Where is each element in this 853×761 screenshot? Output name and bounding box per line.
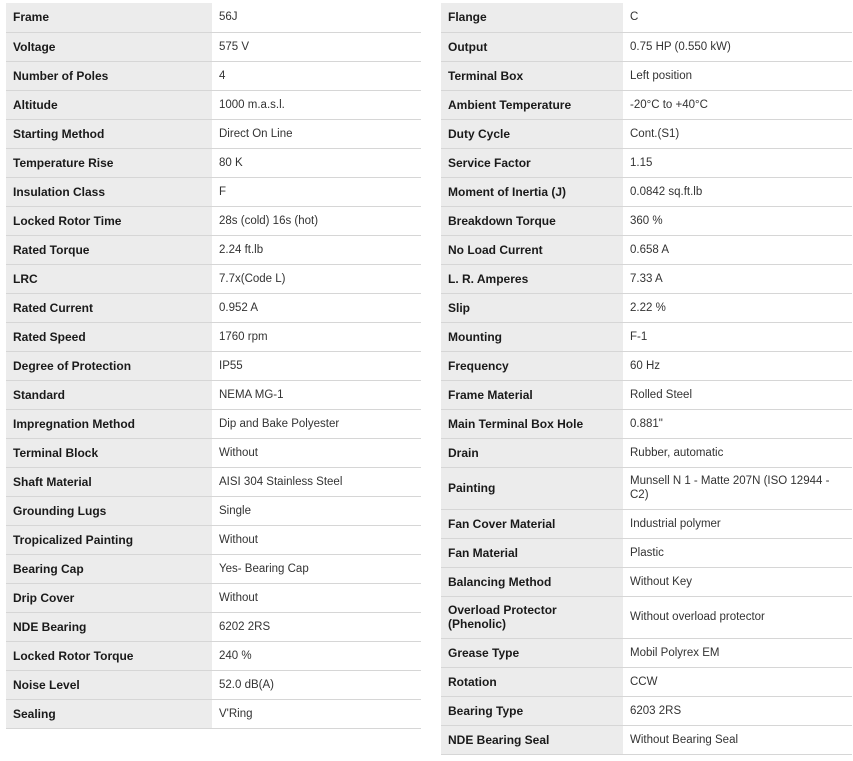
spec-label: Locked Rotor Torque [6, 641, 212, 670]
spec-row [441, 32, 852, 61]
spec-row [6, 583, 421, 612]
spec-value: Left position [623, 61, 852, 90]
spec-value: Without Key [623, 567, 852, 596]
spec-label: Bearing Type [441, 696, 623, 725]
spec-row [6, 525, 421, 554]
spec-row [441, 90, 852, 119]
spec-label: Mounting [441, 322, 623, 351]
spec-row [6, 148, 421, 177]
spec-label: Fan Material [441, 538, 623, 567]
spec-row [6, 496, 421, 525]
spec-row [441, 509, 852, 538]
spec-row [6, 554, 421, 583]
spec-row [441, 119, 852, 148]
spec-row [6, 351, 421, 380]
spec-label: Drip Cover [6, 583, 212, 612]
spec-value: C [623, 3, 852, 32]
spec-row [441, 409, 852, 438]
spec-value: 56J [212, 3, 421, 32]
spec-value: AISI 304 Stainless Steel [212, 467, 421, 496]
spec-value: 28s (cold) 16s (hot) [212, 206, 421, 235]
spec-row [441, 351, 852, 380]
spec-label: Altitude [6, 90, 212, 119]
spec-row [6, 3, 421, 32]
spec-row [441, 725, 852, 754]
spec-row [441, 293, 852, 322]
spec-value: Without [212, 525, 421, 554]
spec-row [441, 538, 852, 567]
spec-value: F-1 [623, 322, 852, 351]
spec-label: L. R. Amperes [441, 264, 623, 293]
spec-row [6, 119, 421, 148]
spec-label: Drain [441, 438, 623, 467]
spec-value: 1.15 [623, 148, 852, 177]
spec-label: Grounding Lugs [6, 496, 212, 525]
spec-row [441, 206, 852, 235]
spec-label: Fan Cover Material [441, 509, 623, 538]
spec-row [6, 699, 421, 728]
spec-label: NDE Bearing [6, 612, 212, 641]
spec-label: Output [441, 32, 623, 61]
spec-row [441, 177, 852, 206]
left-spec-table [6, 3, 421, 729]
spec-label: Standard [6, 380, 212, 409]
spec-label: Temperature Rise [6, 148, 212, 177]
spec-label: Breakdown Torque [441, 206, 623, 235]
spec-row [441, 567, 852, 596]
spec-row [6, 612, 421, 641]
spec-value: 6202 2RS [212, 612, 421, 641]
left-spec-table-container [6, 3, 421, 729]
spec-row [441, 235, 852, 264]
spec-value: 60 Hz [623, 351, 852, 380]
spec-value: 240 % [212, 641, 421, 670]
spec-value: Mobil Polyrex EM [623, 638, 852, 667]
spec-value: Direct On Line [212, 119, 421, 148]
spec-row [441, 264, 852, 293]
right-spec-table [441, 3, 852, 755]
spec-row [6, 409, 421, 438]
spec-value: 52.0 dB(A) [212, 670, 421, 699]
spec-row [441, 596, 852, 638]
spec-value: Rubber, automatic [623, 438, 852, 467]
spec-label: No Load Current [441, 235, 623, 264]
spec-row [441, 438, 852, 467]
spec-value: 80 K [212, 148, 421, 177]
spec-value: Rolled Steel [623, 380, 852, 409]
spec-row [6, 264, 421, 293]
spec-value: 0.658 A [623, 235, 852, 264]
spec-label: Duty Cycle [441, 119, 623, 148]
spec-row [441, 322, 852, 351]
spec-label: Frame [6, 3, 212, 32]
spec-value: Without [212, 583, 421, 612]
spec-label: Bearing Cap [6, 554, 212, 583]
spec-row [6, 322, 421, 351]
spec-row [6, 61, 421, 90]
spec-value: 2.22 % [623, 293, 852, 322]
spec-label: LRC [6, 264, 212, 293]
spec-label: Shaft Material [6, 467, 212, 496]
spec-value: 4 [212, 61, 421, 90]
spec-row [441, 696, 852, 725]
spec-row [6, 235, 421, 264]
spec-value: Without [212, 438, 421, 467]
spec-label: Number of Poles [6, 61, 212, 90]
spec-value: CCW [623, 667, 852, 696]
spec-label: Rated Current [6, 293, 212, 322]
spec-label: Overload Protector (Phenolic) [441, 596, 623, 638]
spec-row [441, 3, 852, 32]
spec-label: Voltage [6, 32, 212, 61]
spec-row [6, 206, 421, 235]
spec-label: Frame Material [441, 380, 623, 409]
right-spec-table-container [441, 3, 852, 755]
spec-label: Impregnation Method [6, 409, 212, 438]
spec-value: 0.0842 sq.ft.lb [623, 177, 852, 206]
spec-row [441, 667, 852, 696]
spec-value: 575 V [212, 32, 421, 61]
spec-label: Service Factor [441, 148, 623, 177]
spec-row [6, 90, 421, 119]
spec-value: Munsell N 1 - Matte 207N (ISO 12944 - C2) [623, 467, 852, 509]
spec-value: 0.75 HP (0.550 kW) [623, 32, 852, 61]
spec-value: Without overload protector [623, 596, 852, 638]
spec-label: Terminal Box [441, 61, 623, 90]
spec-row [441, 61, 852, 90]
spec-row [6, 380, 421, 409]
spec-row [6, 177, 421, 206]
spec-row [6, 670, 421, 699]
spec-label: Degree of Protection [6, 351, 212, 380]
spec-label: Balancing Method [441, 567, 623, 596]
spec-value: -20°C to +40°C [623, 90, 852, 119]
spec-row [6, 438, 421, 467]
spec-row [441, 467, 852, 509]
spec-value: 0.952 A [212, 293, 421, 322]
spec-value: Single [212, 496, 421, 525]
spec-value: F [212, 177, 421, 206]
spec-label: Slip [441, 293, 623, 322]
spec-label: Starting Method [6, 119, 212, 148]
spec-row [441, 380, 852, 409]
spec-label: Ambient Temperature [441, 90, 623, 119]
spec-value: Yes- Bearing Cap [212, 554, 421, 583]
spec-label: NDE Bearing Seal [441, 725, 623, 754]
spec-value: 6203 2RS [623, 696, 852, 725]
spec-row [6, 293, 421, 322]
spec-value: 2.24 ft.lb [212, 235, 421, 264]
spec-label: Rated Speed [6, 322, 212, 351]
spec-row [6, 32, 421, 61]
spec-label: Rotation [441, 667, 623, 696]
spec-label: Terminal Block [6, 438, 212, 467]
spec-label: Locked Rotor Time [6, 206, 212, 235]
spec-label: Painting [441, 467, 623, 509]
spec-value: 7.7x(Code L) [212, 264, 421, 293]
spec-value: Industrial polymer [623, 509, 852, 538]
spec-row [441, 148, 852, 177]
spec-value: Cont.(S1) [623, 119, 852, 148]
spec-label: Tropicalized Painting [6, 525, 212, 554]
spec-label: Insulation Class [6, 177, 212, 206]
spec-value: Plastic [623, 538, 852, 567]
spec-value: 1760 rpm [212, 322, 421, 351]
spec-label: Frequency [441, 351, 623, 380]
spec-label: Rated Torque [6, 235, 212, 264]
spec-value: V'Ring [212, 699, 421, 728]
spec-row [441, 638, 852, 667]
spec-label: Sealing [6, 699, 212, 728]
spec-value: Dip and Bake Polyester [212, 409, 421, 438]
spec-label: Grease Type [441, 638, 623, 667]
spec-label: Noise Level [6, 670, 212, 699]
spec-label: Main Terminal Box Hole [441, 409, 623, 438]
spec-value: 360 % [623, 206, 852, 235]
spec-label: Flange [441, 3, 623, 32]
spec-value: 0.881" [623, 409, 852, 438]
spec-value: 7.33 A [623, 264, 852, 293]
spec-value: 1000 m.a.s.l. [212, 90, 421, 119]
spec-row [6, 467, 421, 496]
spec-value: NEMA MG-1 [212, 380, 421, 409]
spec-row [6, 641, 421, 670]
spec-value: Without Bearing Seal [623, 725, 852, 754]
spec-value: IP55 [212, 351, 421, 380]
spec-label: Moment of Inertia (J) [441, 177, 623, 206]
